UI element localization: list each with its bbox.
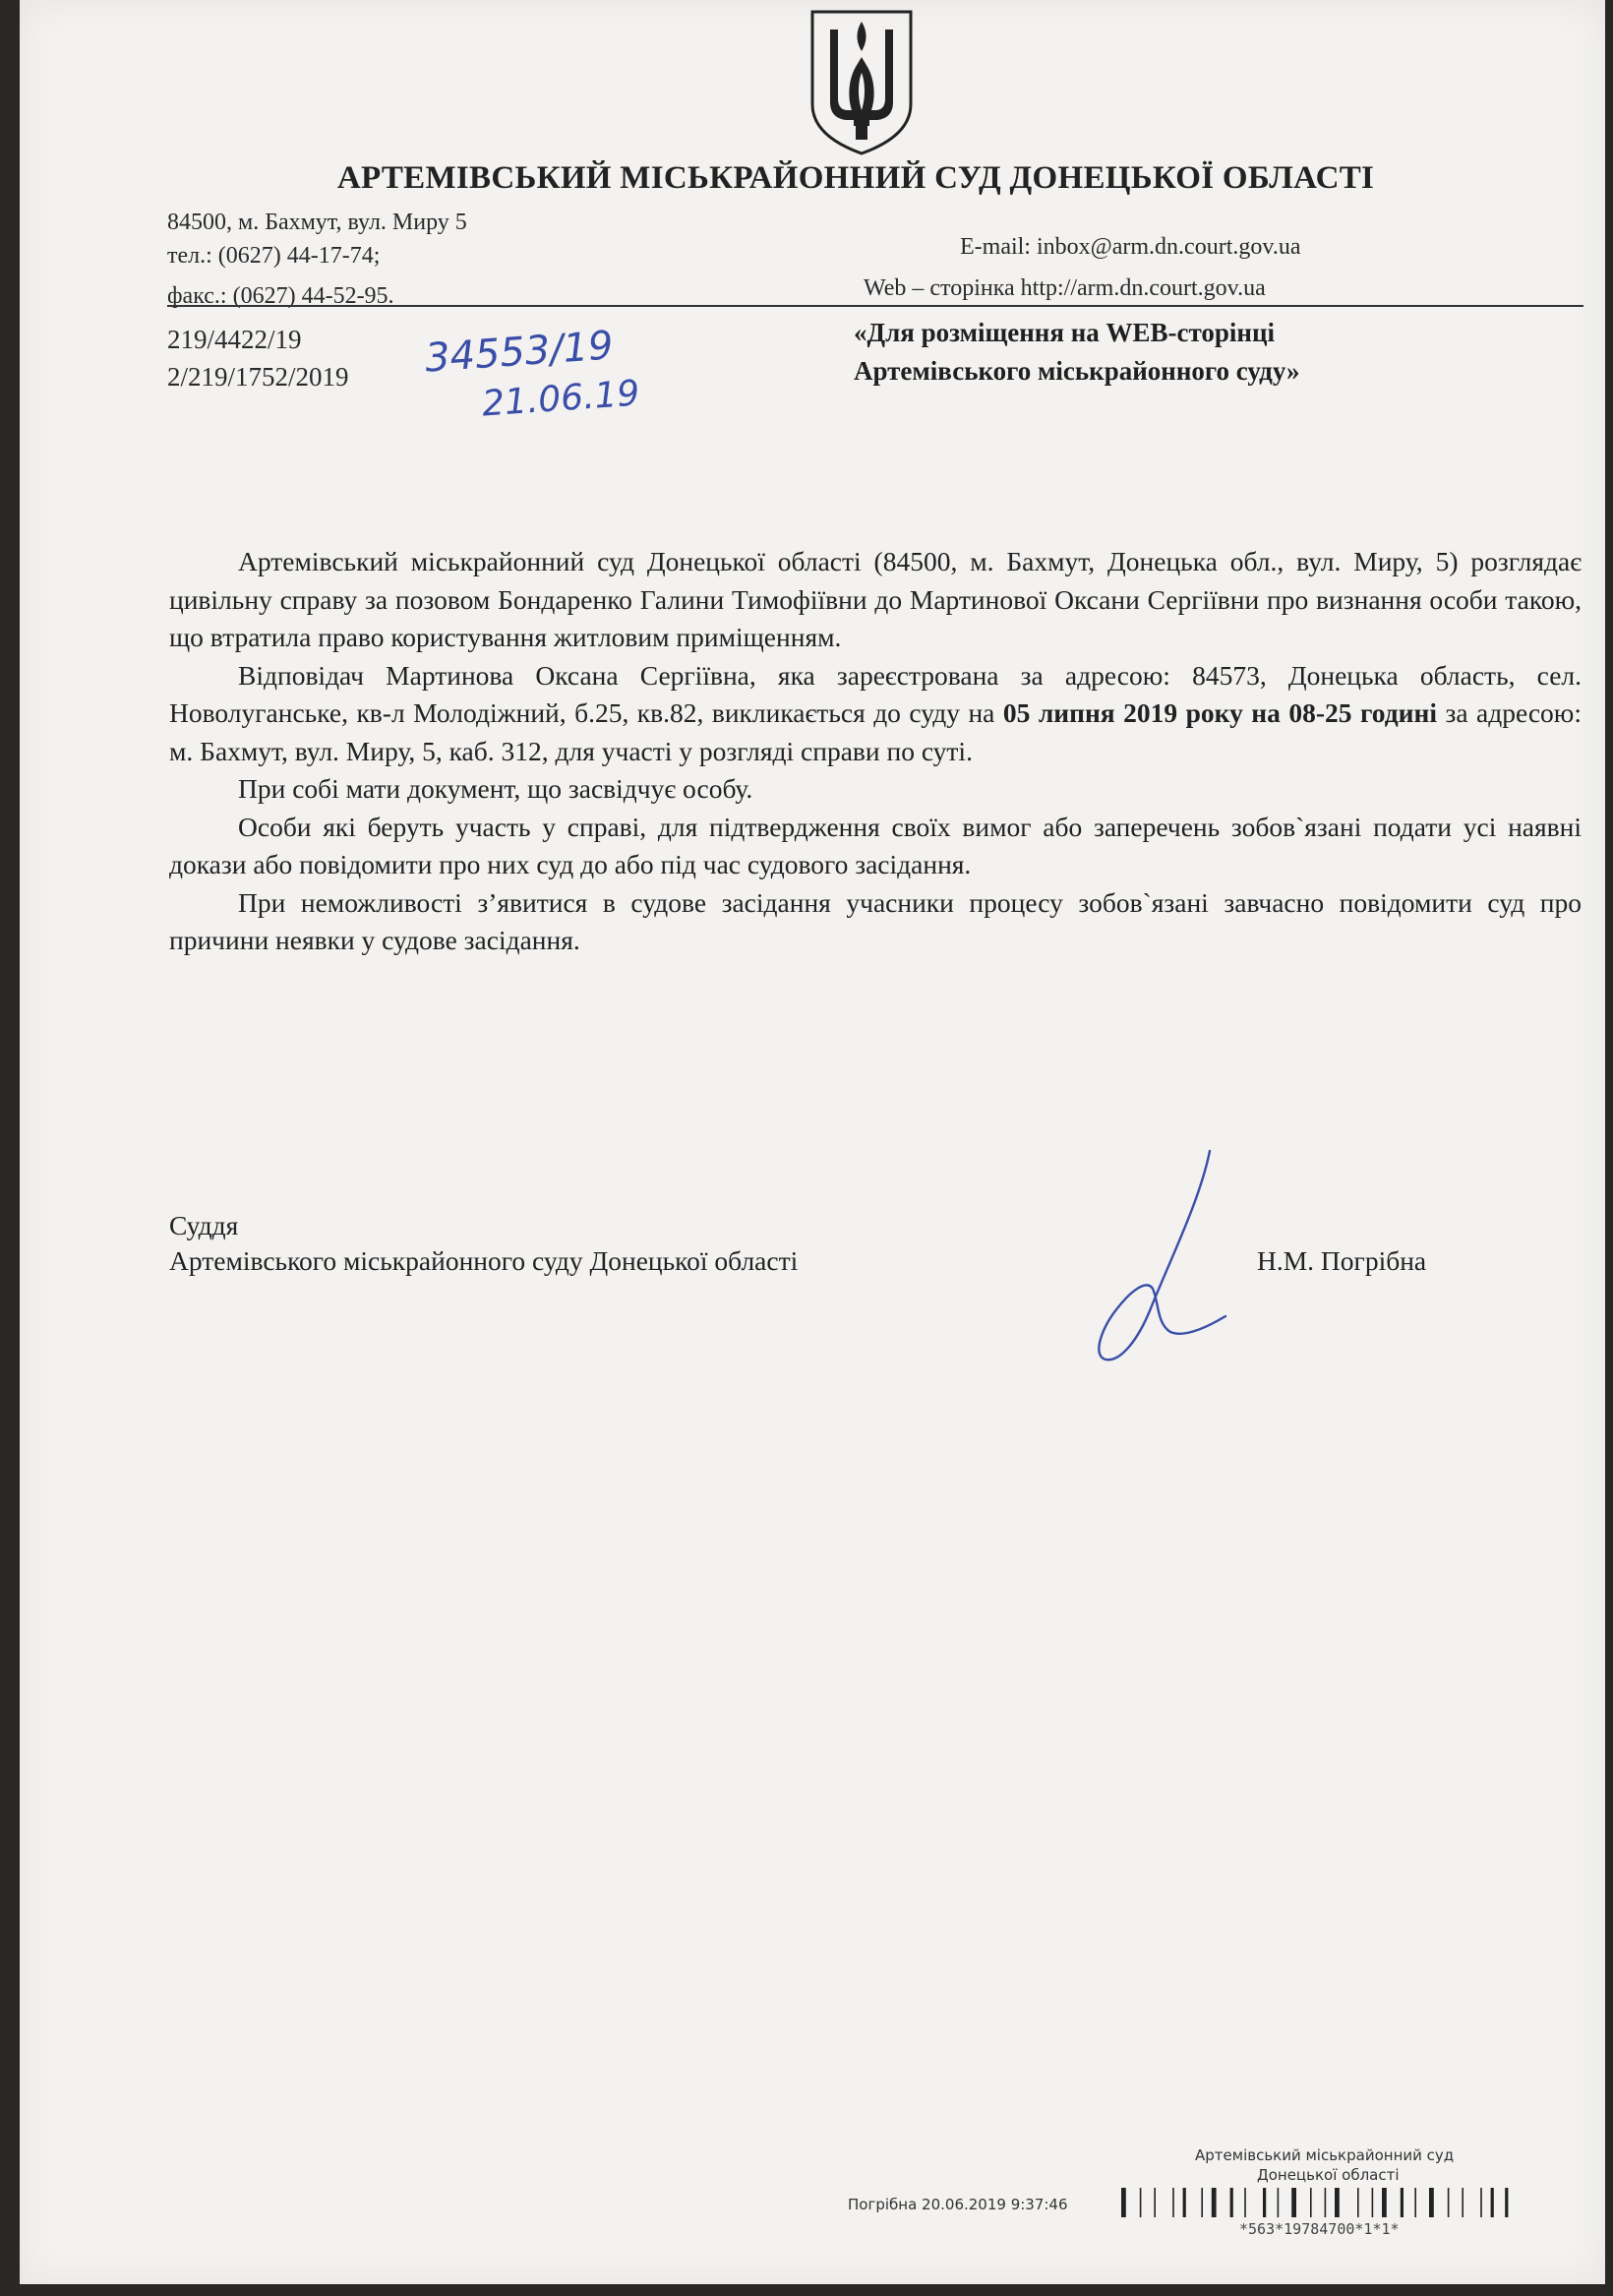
case-number: 219/4422/19 [167,325,302,354]
court-phone: тел.: (0627) 44-17-74; [167,243,381,269]
recipient-line-2: Артемівського міськрайонного суду» [854,356,1300,386]
court-website: Web – сторінка http://arm.dn.court.gov.ua [864,275,1266,301]
recipient-line-1: «Для розміщення на WEB-сторінці [854,318,1276,347]
paragraph-id-document: При собі мати документ, що засвідчує особу. [238,773,753,804]
proceeding-number: 2/219/1752/2019 [167,362,349,392]
paragraph-summons: Відповідач Мартинова Оксана Сергіївна, яка зареєстрована за адресою: 84573, Донецька область, сел. Новолуганське, кв-л Молодіжний, б.25, кв.82, викликається до суду на 05 липня 2019 року на 08-25 годині за адресою: м. Бахмут, вул. Миру, 5, каб. 312, для участі у розгляді справи по суті. [169,659,1582,766]
paragraph-evidence: Особи які беруть участь у справі, для підтвердження своїх вимог або заперечень зобов`язані подати усі наявні докази або повідомити про них суд до або під час судового засідання. [169,811,1582,879]
court-address: 84500, м. Бахмут, вул. Миру 5 [167,210,467,235]
signature-court: Артемівського міськрайонного суду Донецької області [169,1245,799,1276]
header-divider [167,305,1583,307]
handwritten-registration-date: 21.06.19 [480,373,641,425]
judge-name: Н.М. Погрібна [1257,1245,1427,1276]
court-fax: факс.: (0627) 44-52-95. [167,283,394,309]
handwritten-registration-number: 34553/19 [423,323,615,382]
stamp-court-line-1: Артемівський міськрайонний суд [1195,2146,1455,2164]
court-name-heading: АРТЕМІВСЬКИЙ МІСЬКРАЙОННИЙ СУД ДОНЕЦЬКОЇ ОБЛАСТІ [336,160,1375,196]
paragraph-case: Артемівський міськрайонний суд Донецької області (84500, м. Бахмут, Донецька обл., вул. Миру, 5) розглядає цивільну справу за позовом Бондаренко Галини Тимофіївни до Мартинової Оксани Сергіївни про визнання особи такою, що втратила право користування житловим приміщенням. [169,546,1582,652]
court-email: E-mail: inbox@arm.dn.court.gov.ua [960,234,1301,260]
document-page [20,0,1605,2284]
notice-body [169,543,1582,960]
signature-role: Суддя [169,1210,239,1240]
barcode-icon [1119,2186,1591,2219]
barcode-text: *563*19784700*1*1* [1239,2220,1400,2238]
stamp-court-line-2: Донецької області [1257,2166,1400,2184]
hearing-date: 05 липня 2019 року на 08-25 годині [1002,697,1437,728]
coat-of-arms-trident-icon [806,8,917,157]
paragraph-absence: При неможливості з’явитися в судове засідання учасники процесу зобов`язані завчасно повідомити суд про причини неявки у судове засідання. [169,886,1582,955]
stamp-registered-by: Погрібна 20.06.2019 9:37:46 [848,2196,1068,2213]
signature-mark [1062,1141,1239,1377]
